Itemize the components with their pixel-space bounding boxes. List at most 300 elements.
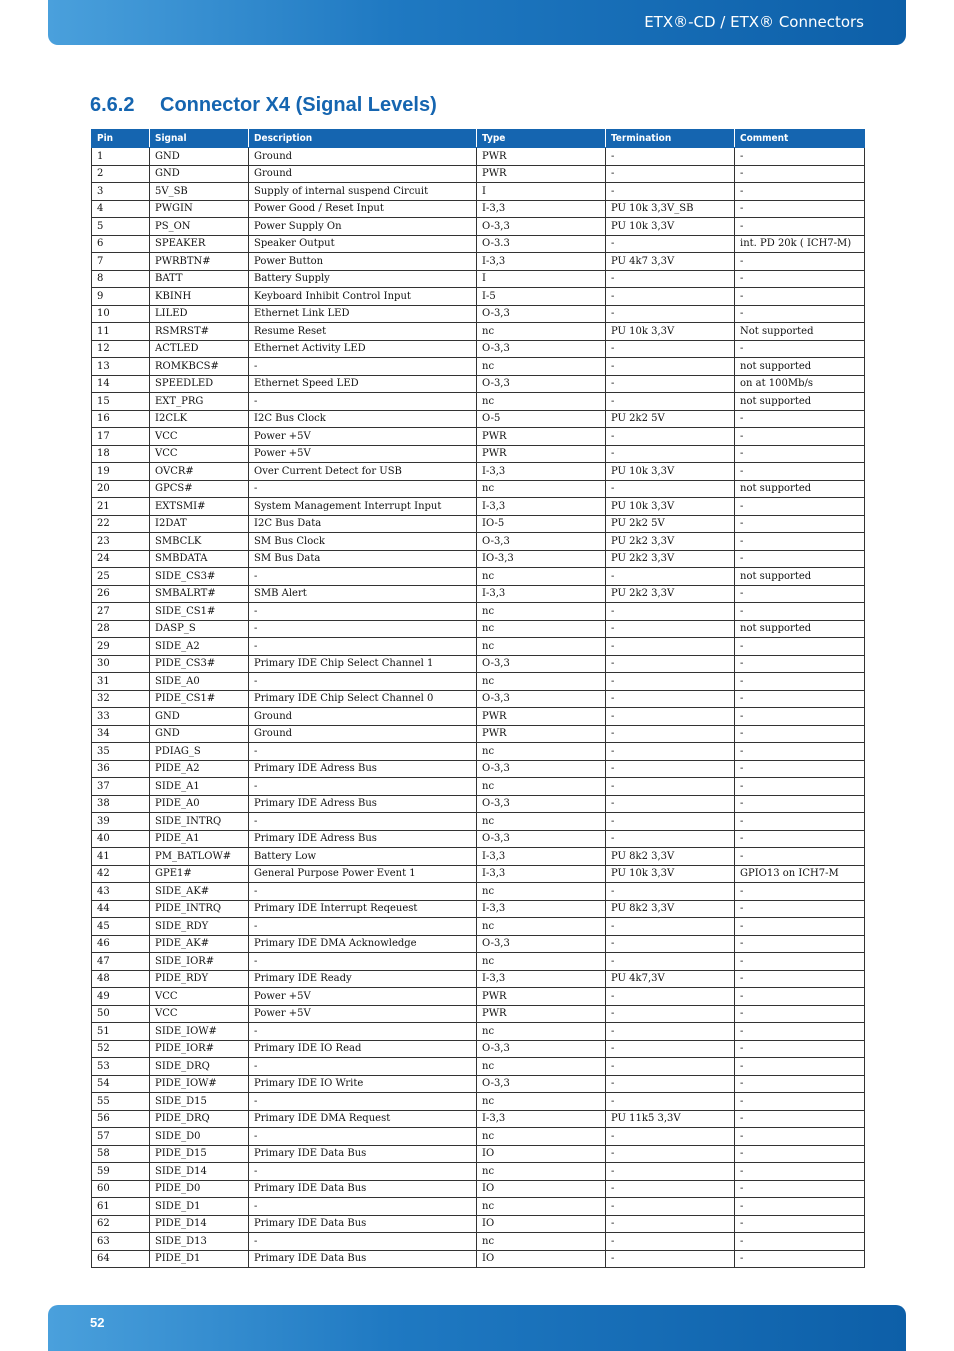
cell-pin: 16: [92, 410, 150, 428]
cell-termination: -: [606, 480, 735, 498]
cell-description: SM Bus Clock: [249, 533, 477, 551]
cell-description: Primary IDE Adress Bus: [249, 830, 477, 848]
cell-description: Primary IDE Data Bus: [249, 1250, 477, 1268]
table-row: [92, 393, 865, 411]
table-row: [92, 340, 865, 358]
column-header-comment: Comment: [735, 130, 865, 148]
cell-termination: -: [606, 778, 735, 796]
cell-signal: GPCS#: [150, 480, 249, 498]
cell-pin: 26: [92, 585, 150, 603]
cell-description: Power +5V: [249, 1005, 477, 1023]
cell-signal: SIDE_A0: [150, 673, 249, 691]
cell-pin: 19: [92, 463, 150, 481]
table-row: [92, 358, 865, 376]
table-row: [92, 235, 865, 253]
cell-pin: 55: [92, 1093, 150, 1111]
cell-termination: -: [606, 1128, 735, 1146]
cell-comment: -: [735, 935, 865, 953]
cell-type: O-3,3: [477, 830, 606, 848]
cell-signal: GND: [150, 165, 249, 183]
cell-signal: SIDE_A2: [150, 638, 249, 656]
cell-description: Primary IDE Chip Select Channel 0: [249, 690, 477, 708]
cell-termination: -: [606, 1093, 735, 1111]
cell-type: nc: [477, 393, 606, 411]
table-row: [92, 498, 865, 516]
cell-pin: 12: [92, 340, 150, 358]
table-row: [92, 1233, 865, 1251]
table-row: [92, 1023, 865, 1041]
cell-comment: -: [735, 953, 865, 971]
cell-pin: 34: [92, 725, 150, 743]
cell-termination: -: [606, 620, 735, 638]
table-row: [92, 305, 865, 323]
cell-termination: -: [606, 953, 735, 971]
cell-pin: 44: [92, 900, 150, 918]
cell-comment: -: [735, 1250, 865, 1268]
cell-description: Ethernet Link LED: [249, 305, 477, 323]
cell-termination: PU 8k2 3,3V: [606, 900, 735, 918]
cell-comment: not supported: [735, 620, 865, 638]
cell-signal: SIDE_D14: [150, 1163, 249, 1181]
cell-signal: BATT: [150, 270, 249, 288]
cell-comment: -: [735, 1128, 865, 1146]
cell-type: I-3,3: [477, 900, 606, 918]
table-row: [92, 1145, 865, 1163]
cell-comment: -: [735, 1023, 865, 1041]
cell-termination: -: [606, 393, 735, 411]
cell-type: PWR: [477, 708, 606, 726]
cell-signal: SMBCLK: [150, 533, 249, 551]
table-row: [92, 410, 865, 428]
cell-pin: 30: [92, 655, 150, 673]
cell-description: -: [249, 778, 477, 796]
cell-signal: PDIAG_S: [150, 743, 249, 761]
cell-signal: ACTLED: [150, 340, 249, 358]
cell-description: -: [249, 1093, 477, 1111]
cell-pin: 27: [92, 603, 150, 621]
cell-description: -: [249, 568, 477, 586]
cell-termination: -: [606, 1023, 735, 1041]
cell-comment: -: [735, 445, 865, 463]
cell-pin: 59: [92, 1163, 150, 1181]
table-row: [92, 1058, 865, 1076]
cell-signal: PIDE_IOW#: [150, 1075, 249, 1093]
cell-description: SM Bus Data: [249, 550, 477, 568]
cell-termination: -: [606, 708, 735, 726]
cell-description: Primary IDE DMA Request: [249, 1110, 477, 1128]
cell-type: I: [477, 270, 606, 288]
cell-pin: 40: [92, 830, 150, 848]
cell-signal: KBINH: [150, 288, 249, 306]
cell-type: nc: [477, 1233, 606, 1251]
cell-comment: -: [735, 498, 865, 516]
cell-signal: PIDE_IOR#: [150, 1040, 249, 1058]
cell-signal: PM_BATLOW#: [150, 848, 249, 866]
cell-type: nc: [477, 1128, 606, 1146]
cell-comment: not supported: [735, 568, 865, 586]
cell-termination: -: [606, 305, 735, 323]
cell-description: I2C Bus Data: [249, 515, 477, 533]
cell-signal: GND: [150, 725, 249, 743]
signal-table: [91, 129, 865, 1268]
table-row: [92, 463, 865, 481]
cell-comment: -: [735, 515, 865, 533]
table-row: [92, 165, 865, 183]
cell-comment: on at 100Mb/s: [735, 375, 865, 393]
cell-description: -: [249, 918, 477, 936]
cell-type: O-3,3: [477, 655, 606, 673]
table-header-row: [92, 130, 865, 148]
cell-termination: -: [606, 358, 735, 376]
cell-signal: 5V_SB: [150, 183, 249, 201]
cell-termination: -: [606, 1040, 735, 1058]
cell-pin: 15: [92, 393, 150, 411]
table-row: [92, 883, 865, 901]
cell-pin: 8: [92, 270, 150, 288]
cell-description: Power Button: [249, 253, 477, 271]
cell-description: System Management Interrupt Input: [249, 498, 477, 516]
cell-signal: PS_ON: [150, 218, 249, 236]
cell-description: -: [249, 1023, 477, 1041]
cell-comment: -: [735, 638, 865, 656]
cell-comment: -: [735, 1005, 865, 1023]
cell-description: Resume Reset: [249, 323, 477, 341]
cell-description: Power Supply On: [249, 218, 477, 236]
cell-description: Power +5V: [249, 445, 477, 463]
cell-type: nc: [477, 1093, 606, 1111]
cell-type: nc: [477, 918, 606, 936]
table-row: [92, 795, 865, 813]
section-title: Connector X4 (Signal Levels): [160, 94, 437, 116]
cell-termination: -: [606, 428, 735, 446]
cell-pin: 5: [92, 218, 150, 236]
cell-type: nc: [477, 813, 606, 831]
cell-type: O-3,3: [477, 533, 606, 551]
cell-signal: OVCR#: [150, 463, 249, 481]
cell-description: Ethernet Speed LED: [249, 375, 477, 393]
cell-pin: 47: [92, 953, 150, 971]
cell-termination: -: [606, 375, 735, 393]
table-row: [92, 1128, 865, 1146]
table-row: [92, 1250, 865, 1268]
cell-description: -: [249, 673, 477, 691]
cell-pin: 18: [92, 445, 150, 463]
cell-type: IO-5: [477, 515, 606, 533]
table-row: [92, 848, 865, 866]
cell-termination: -: [606, 1180, 735, 1198]
cell-comment: -: [735, 463, 865, 481]
cell-description: Ground: [249, 725, 477, 743]
table-row: [92, 813, 865, 831]
cell-comment: -: [735, 1215, 865, 1233]
cell-pin: 9: [92, 288, 150, 306]
cell-type: PWR: [477, 988, 606, 1006]
cell-type: O-3.3: [477, 235, 606, 253]
cell-signal: RSMRST#: [150, 323, 249, 341]
cell-pin: 57: [92, 1128, 150, 1146]
cell-signal: EXT_PRG: [150, 393, 249, 411]
cell-description: General Purpose Power Event 1: [249, 865, 477, 883]
cell-description: Primary IDE Data Bus: [249, 1215, 477, 1233]
cell-signal: SMBALRT#: [150, 585, 249, 603]
cell-pin: 29: [92, 638, 150, 656]
cell-signal: LILED: [150, 305, 249, 323]
table-body: [92, 148, 865, 1268]
cell-comment: Not supported: [735, 323, 865, 341]
cell-type: nc: [477, 480, 606, 498]
cell-comment: -: [735, 550, 865, 568]
cell-comment: -: [735, 1040, 865, 1058]
cell-type: I-3,3: [477, 463, 606, 481]
cell-pin: 61: [92, 1198, 150, 1216]
cell-type: O-5: [477, 410, 606, 428]
cell-type: nc: [477, 1058, 606, 1076]
cell-signal: VCC: [150, 988, 249, 1006]
cell-description: Battery Low: [249, 848, 477, 866]
table-row: [92, 480, 865, 498]
cell-description: Primary IDE DMA Acknowledge: [249, 935, 477, 953]
cell-signal: PIDE_D15: [150, 1145, 249, 1163]
cell-comment: -: [735, 655, 865, 673]
table-row: [92, 1075, 865, 1093]
cell-type: PWR: [477, 148, 606, 166]
cell-description: Power +5V: [249, 988, 477, 1006]
table-row: [92, 935, 865, 953]
table-row: [92, 655, 865, 673]
cell-description: Ground: [249, 165, 477, 183]
cell-pin: 22: [92, 515, 150, 533]
cell-pin: 39: [92, 813, 150, 831]
cell-type: nc: [477, 778, 606, 796]
cell-termination: -: [606, 830, 735, 848]
cell-comment: -: [735, 200, 865, 218]
cell-signal: ROMKBCS#: [150, 358, 249, 376]
cell-signal: GPE1#: [150, 865, 249, 883]
header-bar: [48, 0, 906, 45]
cell-comment: -: [735, 690, 865, 708]
cell-signal: EXTSMI#: [150, 498, 249, 516]
cell-description: -: [249, 480, 477, 498]
cell-termination: -: [606, 1058, 735, 1076]
cell-comment: int. PD 20k ( ICH7-M): [735, 235, 865, 253]
cell-pin: 51: [92, 1023, 150, 1041]
cell-termination: -: [606, 1233, 735, 1251]
cell-signal: SIDE_INTRQ: [150, 813, 249, 831]
cell-comment: -: [735, 183, 865, 201]
cell-comment: -: [735, 165, 865, 183]
cell-pin: 23: [92, 533, 150, 551]
cell-termination: PU 2k2 3,3V: [606, 585, 735, 603]
cell-type: nc: [477, 358, 606, 376]
cell-termination: PU 11k5 3,3V: [606, 1110, 735, 1128]
cell-type: I: [477, 183, 606, 201]
cell-pin: 43: [92, 883, 150, 901]
page-number: 52: [90, 1315, 105, 1330]
cell-description: -: [249, 1163, 477, 1181]
cell-comment: -: [735, 270, 865, 288]
cell-termination: -: [606, 918, 735, 936]
cell-termination: -: [606, 183, 735, 201]
cell-comment: not supported: [735, 358, 865, 376]
cell-termination: PU 10k 3,3V: [606, 323, 735, 341]
cell-signal: SIDE_IOW#: [150, 1023, 249, 1041]
cell-type: I-3,3: [477, 1110, 606, 1128]
table-row: [92, 200, 865, 218]
table-row: [92, 515, 865, 533]
cell-description: SMB Alert: [249, 585, 477, 603]
cell-description: -: [249, 638, 477, 656]
cell-termination: -: [606, 813, 735, 831]
cell-termination: PU 2k2 3,3V: [606, 533, 735, 551]
cell-description: Ground: [249, 708, 477, 726]
cell-signal: PWGIN: [150, 200, 249, 218]
cell-type: nc: [477, 743, 606, 761]
table-row: [92, 743, 865, 761]
cell-termination: PU 4k7,3V: [606, 970, 735, 988]
cell-description: Power +5V: [249, 428, 477, 446]
cell-pin: 3: [92, 183, 150, 201]
cell-signal: I2DAT: [150, 515, 249, 533]
cell-termination: -: [606, 340, 735, 358]
column-header-pin: Pin: [92, 130, 150, 148]
cell-termination: PU 10k 3,3V: [606, 463, 735, 481]
cell-comment: -: [735, 1093, 865, 1111]
cell-comment: -: [735, 883, 865, 901]
column-header-signal: Signal: [150, 130, 249, 148]
cell-type: nc: [477, 323, 606, 341]
cell-type: O-3,3: [477, 305, 606, 323]
cell-termination: -: [606, 760, 735, 778]
cell-termination: -: [606, 165, 735, 183]
table-row: [92, 375, 865, 393]
cell-description: Over Current Detect for USB: [249, 463, 477, 481]
table-row: [92, 900, 865, 918]
cell-pin: 45: [92, 918, 150, 936]
cell-termination: -: [606, 743, 735, 761]
cell-pin: 33: [92, 708, 150, 726]
cell-type: I-3,3: [477, 865, 606, 883]
cell-comment: -: [735, 305, 865, 323]
cell-signal: SIDE_IOR#: [150, 953, 249, 971]
cell-signal: PIDE_A2: [150, 760, 249, 778]
cell-pin: 38: [92, 795, 150, 813]
cell-pin: 20: [92, 480, 150, 498]
table-row: [92, 1093, 865, 1111]
cell-termination: -: [606, 1163, 735, 1181]
cell-description: Primary IDE Interrupt Reqeuest: [249, 900, 477, 918]
cell-type: O-3,3: [477, 1075, 606, 1093]
cell-pin: 10: [92, 305, 150, 323]
section-number: 6.6.2: [90, 94, 135, 116]
cell-signal: SIDE_RDY: [150, 918, 249, 936]
table-row: [92, 148, 865, 166]
cell-comment: -: [735, 725, 865, 743]
table-row: [92, 778, 865, 796]
cell-type: PWR: [477, 1005, 606, 1023]
cell-comment: -: [735, 1145, 865, 1163]
table-row: [92, 445, 865, 463]
cell-termination: -: [606, 1250, 735, 1268]
cell-pin: 41: [92, 848, 150, 866]
cell-type: PWR: [477, 725, 606, 743]
cell-type: nc: [477, 953, 606, 971]
cell-termination: -: [606, 1215, 735, 1233]
cell-comment: -: [735, 585, 865, 603]
cell-description: Ethernet Activity LED: [249, 340, 477, 358]
cell-description: -: [249, 620, 477, 638]
cell-pin: 60: [92, 1180, 150, 1198]
cell-type: IO: [477, 1250, 606, 1268]
cell-description: Primary IDE Data Bus: [249, 1180, 477, 1198]
table-row: [92, 988, 865, 1006]
table-row: [92, 288, 865, 306]
cell-signal: VCC: [150, 445, 249, 463]
cell-signal: SIDE_D13: [150, 1233, 249, 1251]
cell-signal: SPEEDLED: [150, 375, 249, 393]
cell-signal: PIDE_A0: [150, 795, 249, 813]
cell-comment: -: [735, 1198, 865, 1216]
cell-type: I-5: [477, 288, 606, 306]
cell-signal: SIDE_A1: [150, 778, 249, 796]
table-row: [92, 428, 865, 446]
cell-comment: -: [735, 148, 865, 166]
cell-type: O-3,3: [477, 935, 606, 953]
table-row: [92, 550, 865, 568]
cell-signal: SIDE_AK#: [150, 883, 249, 901]
column-header-description: Description: [249, 130, 477, 148]
cell-type: nc: [477, 883, 606, 901]
cell-signal: DASP_S: [150, 620, 249, 638]
cell-type: nc: [477, 1023, 606, 1041]
cell-type: O-3,3: [477, 340, 606, 358]
cell-pin: 63: [92, 1233, 150, 1251]
cell-pin: 52: [92, 1040, 150, 1058]
cell-pin: 54: [92, 1075, 150, 1093]
cell-signal: SIDE_CS3#: [150, 568, 249, 586]
cell-description: -: [249, 603, 477, 621]
cell-description: -: [249, 1233, 477, 1251]
cell-type: nc: [477, 620, 606, 638]
cell-description: -: [249, 1058, 477, 1076]
column-header-type: Type: [477, 130, 606, 148]
cell-type: I-3,3: [477, 200, 606, 218]
cell-comment: GPIO13 on ICH7-M: [735, 865, 865, 883]
cell-termination: -: [606, 725, 735, 743]
cell-pin: 64: [92, 1250, 150, 1268]
cell-pin: 6: [92, 235, 150, 253]
cell-pin: 62: [92, 1215, 150, 1233]
cell-type: nc: [477, 568, 606, 586]
cell-signal: PIDE_AK#: [150, 935, 249, 953]
table-row: [92, 708, 865, 726]
cell-pin: 13: [92, 358, 150, 376]
cell-type: IO: [477, 1215, 606, 1233]
cell-pin: 36: [92, 760, 150, 778]
cell-description: Primary IDE Adress Bus: [249, 760, 477, 778]
cell-description: Primary IDE Adress Bus: [249, 795, 477, 813]
table-row: [92, 253, 865, 271]
cell-pin: 37: [92, 778, 150, 796]
table-row: [92, 760, 865, 778]
cell-comment: not supported: [735, 393, 865, 411]
cell-termination: PU 2k2 5V: [606, 515, 735, 533]
cell-type: IO-3,3: [477, 550, 606, 568]
cell-signal: SIDE_D0: [150, 1128, 249, 1146]
footer-bar: [48, 1305, 906, 1351]
table-row: [92, 1110, 865, 1128]
table-row: [92, 1163, 865, 1181]
cell-comment: not supported: [735, 480, 865, 498]
